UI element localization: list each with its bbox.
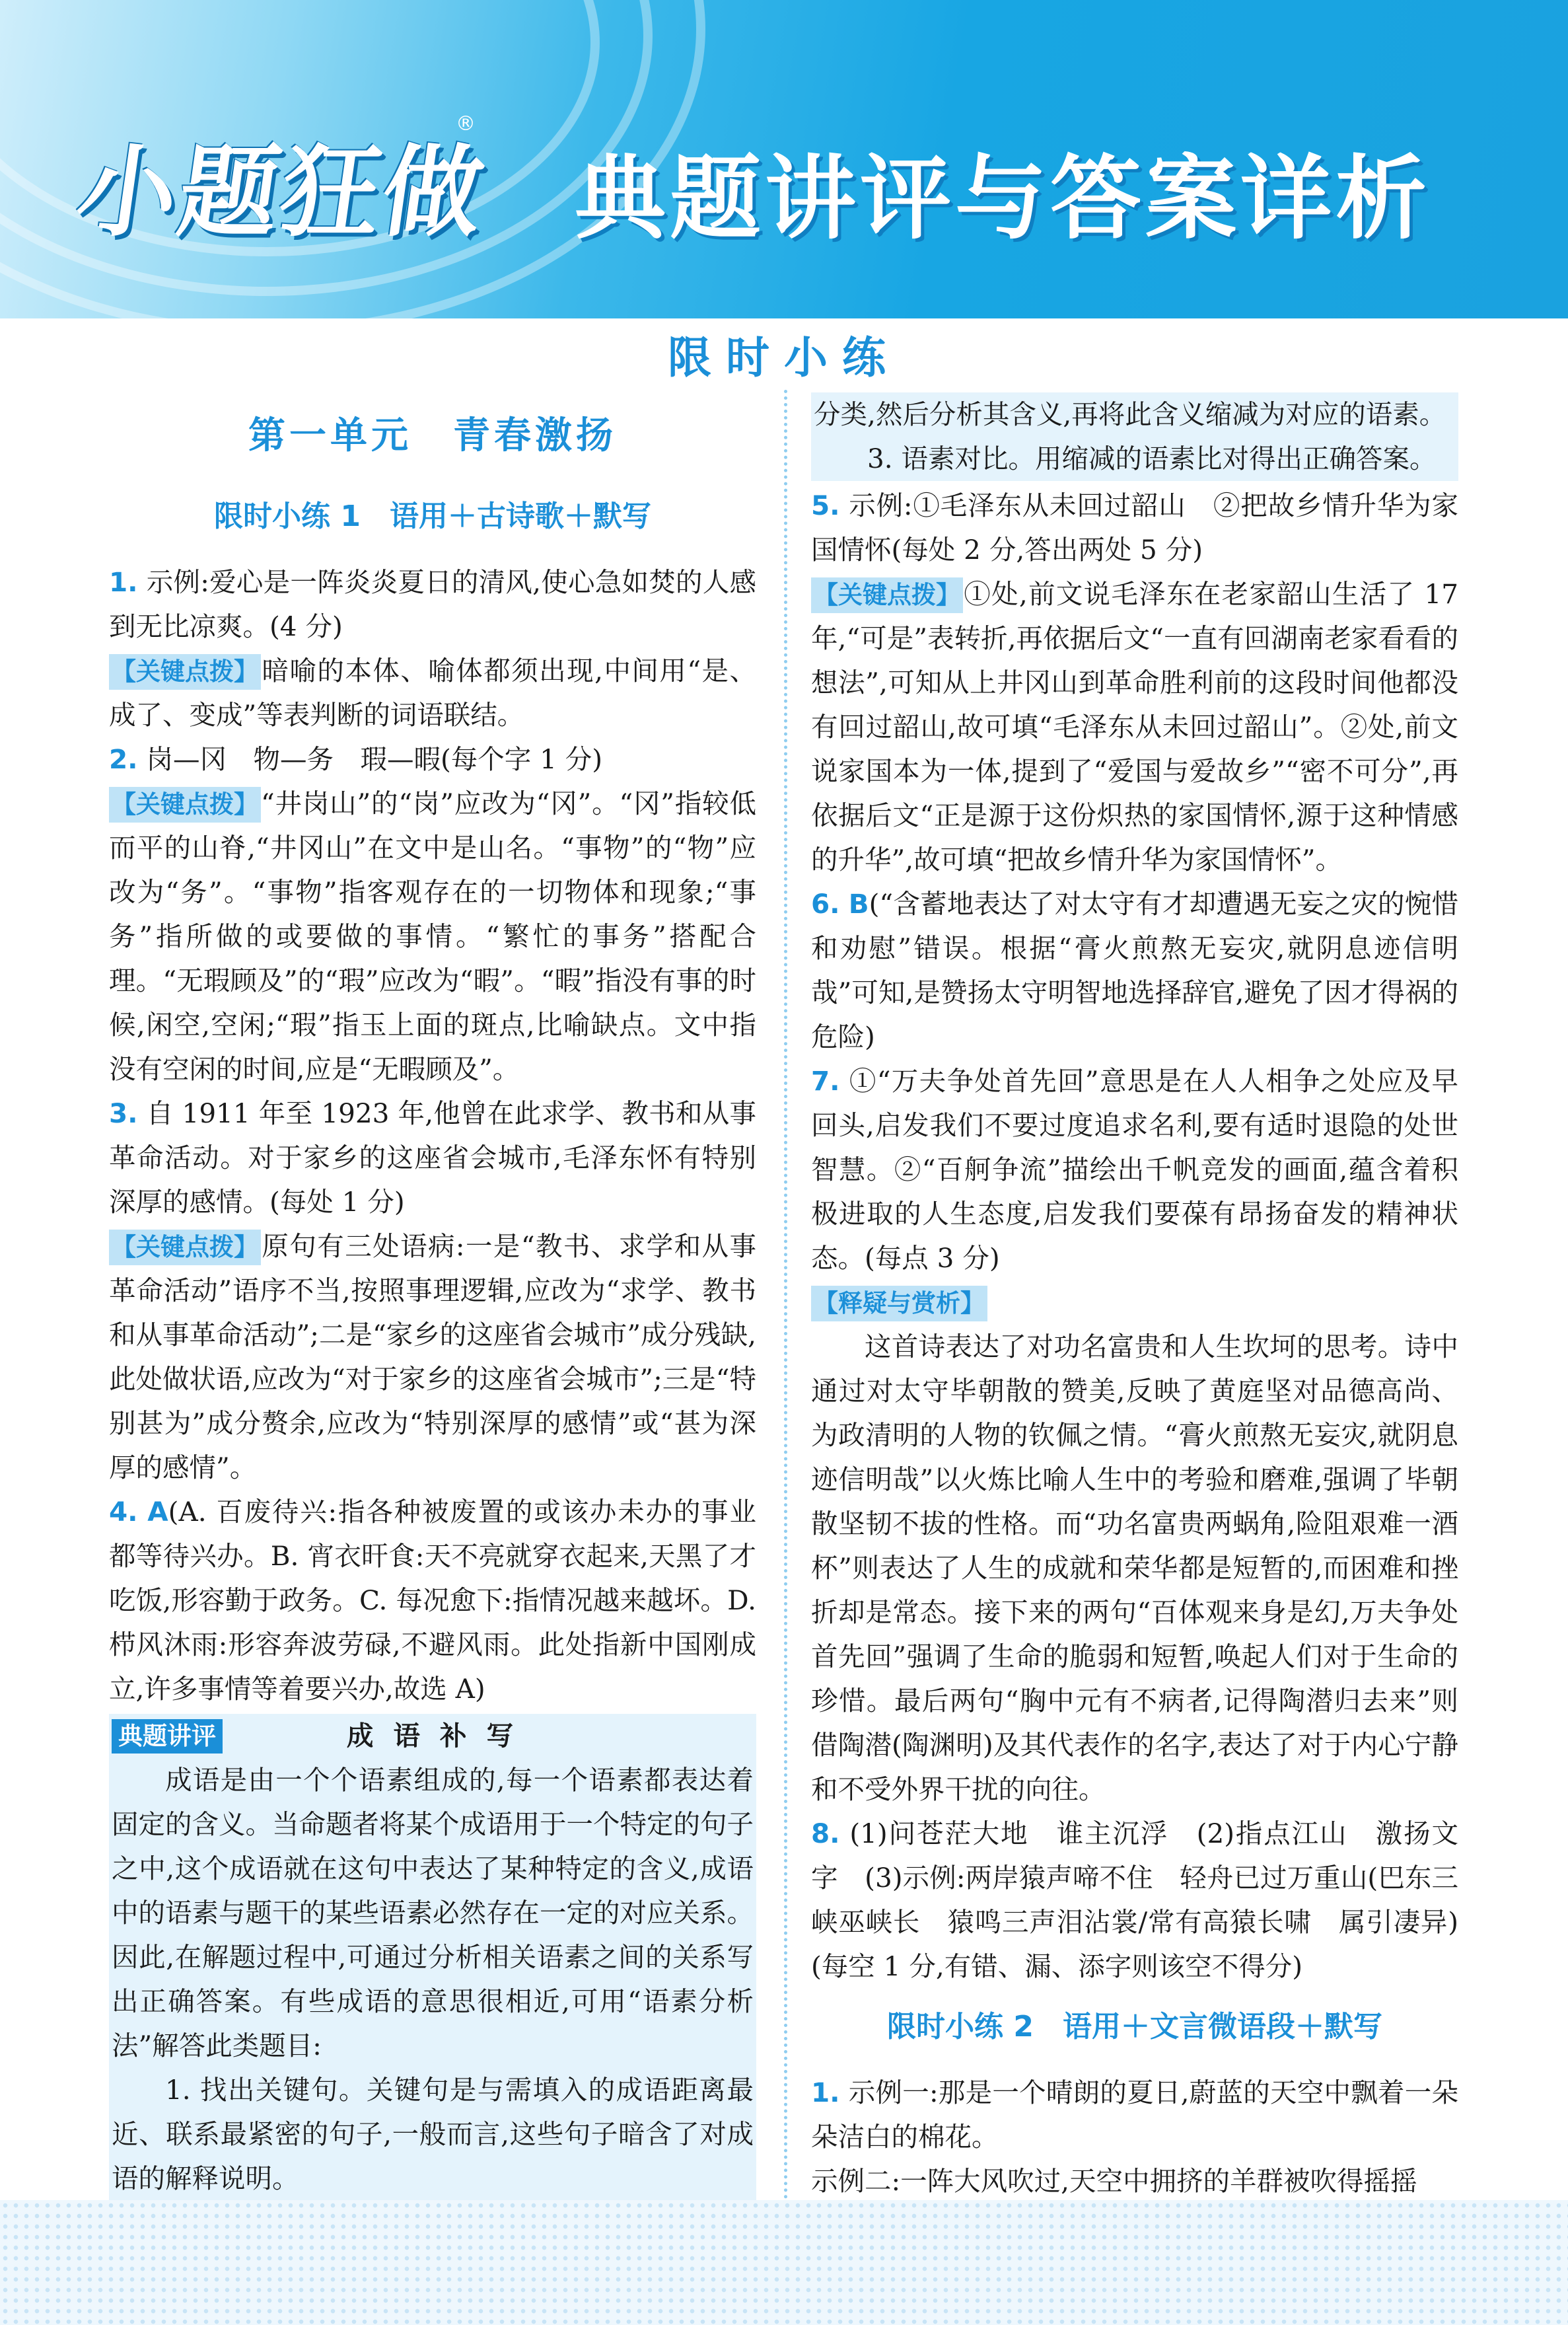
question-number: 3. (109, 1097, 138, 1129)
lecture-title: 成 语 补 写 (346, 1720, 519, 1752)
lecture-box (109, 1714, 756, 2245)
answer-7 (811, 1059, 1458, 1280)
answer-text: (1)问苍茫大地 谁主沉浮 (2)指点江山 激扬文字 (3)示例:两岸猿声啼不住 轻舟已过万重山(巴东三峡巫峡长 猿鸣三声泪沾裳/常有高猿长啸 属引凄异)(每空 1 分,有错、漏、添字则该空不得分) (811, 1818, 1458, 1982)
question-number: 4. (109, 1496, 138, 1528)
right-column (811, 390, 1458, 2203)
answer-6 (811, 882, 1458, 1059)
question-number: 2. (109, 743, 138, 775)
key-tip-tag: 【关键点拨】 (109, 654, 261, 690)
lecture-box-header (112, 1714, 754, 1758)
answer-text: (A. 百废待兴:指各种被废置的或该办未办的事业都等待兴办。B. 宵衣旰食:天不亮就穿衣起来,天黑了才吃饭,形容勤于政务。C. 每况愈下:指情况越来越坏。D. 栉风沐雨:形容奔波劳碌,不避风雨。此处指新中国刚成立,许多事情等着要兴办,故选 A) (109, 1496, 756, 1705)
appreciation-tag-line (811, 1280, 1458, 1325)
answer-8 (811, 1812, 1458, 1989)
answer-text: 示例:爱心是一阵炎炎夏日的清风,使心急如焚的人感到无比凉爽。(4 分) (109, 566, 756, 642)
appreciation-tag: 【释疑与赏析】 (811, 1286, 987, 1321)
unit-title: 第一单元 青春激扬 (248, 414, 617, 457)
question-number: 8. (811, 1818, 840, 1849)
answer-text: 示例一:那是一个晴朗的夏日,蔚蓝的天空中飘着一朵朵洁白的棉花。 (811, 2077, 1458, 2153)
key-tip-tag: 【关键点拨】 (811, 577, 963, 613)
left-column (109, 390, 756, 2248)
question-number: 5. (811, 490, 840, 521)
tip-text: ①处,前文说毛泽东在老家韶山生活了 17 年,“可是”表转折,再依据后文“一直有回湖南老家看看的想法”,可知从上井冈山到革命胜利前的这段时间他都没有回过韶山,故可填“毛泽东从未回过韶山”。②处,前文说家国本为一体,提到了“爱国与爱故乡”“密不可分”,再依据后文“正是源于这份炽热的家国情怀,源于这种情感的升华”,故可填“把故乡情升华为家国情怀”。 (811, 578, 1458, 875)
answer-4 (109, 1490, 756, 1711)
lecture-step-3: 3. 语素对比。用缩减的语素比对得出正确答案。 (867, 443, 1437, 474)
answer-text: 示例:①毛泽东从未回过韶山 ②把故乡情升华为家国情怀(每处 2 分,答出两处 5 分) (811, 490, 1458, 566)
question-number: 1. (109, 566, 138, 598)
answer-5 (811, 484, 1458, 572)
answer-1 (109, 560, 756, 649)
tip-text: 原句有三处语病:一是“教书、求学和从事革命活动”语序不当,按照事理逻辑,应改为“求学、教书和从事革命活动”;二是“家乡的这座省会城市”成分残缺,此处做状语,应改为“对于家乡的这座省会城市”;三是“特别甚为”成分赘余,应改为“特别深厚的感情”或“甚为深厚的感情”。 (109, 1230, 756, 1483)
lecture-step-1: 1. 找出关键句。关键句是与需填入的成语距离最近、联系最紧密的句子,一般而言,这些句子暗含了对成语的解释说明。 (112, 2074, 754, 2194)
tip-text: 暗喻的本体、喻体都须出现,中间用“是、成了、变成”等表判断的词语联结。 (109, 655, 756, 731)
answer-choice: A (147, 1496, 168, 1528)
tip-5 (811, 572, 1458, 882)
registered-mark: ® (456, 112, 476, 135)
lecture-tag: 典题讲评 (112, 1719, 223, 1753)
answer-text: 岗—冈 物—务 瑕—暇(每个字 1 分) (146, 743, 603, 775)
lesson2-answer-1-cont: 示例二:一阵大风吹过,天空中拥挤的羊群被吹得摇摇 (811, 2165, 1417, 2197)
answer-text: ①“万夫争处首先回”意思是在人人相争之处应及早回头,启发我们不要过度追求名利,要有适时退隐的处世智慧。②“百舸争流”描绘出千帆竞发的画面,蕴含着积极进取的人生态度,启发我们要葆有昂扬奋发的精神状态。(每点 3 分) (811, 1065, 1458, 1274)
key-tip-tag: 【关键点拨】 (109, 1230, 261, 1265)
column-divider (784, 390, 787, 2213)
lecture-box-continued (811, 392, 1458, 481)
answer-choice: B (848, 888, 869, 920)
lesson-title-2: 限时小练 2 语用＋文言微语段＋默写 (887, 2010, 1382, 2044)
question-number: 7. (811, 1065, 840, 1097)
answer-2 (109, 737, 756, 782)
answer-text: (“含蓄地表达了对太守有才却遭遇无妄之灾的惋惜和劝慰”错误。根据“膏火煎熬无妄灾,就阴息迹信明哉”可知,是赞扬太守明智地选择辞官,避免了因才得祸的危险) (811, 888, 1458, 1052)
question-number: 1. (811, 2077, 840, 2108)
banner-title: 典题讲评与答案详析 (575, 145, 1431, 252)
question-number: 6. (811, 888, 840, 920)
tip-1 (109, 649, 756, 737)
key-tip-tag: 【关键点拨】 (109, 787, 261, 823)
tip-text: “井岗山”的“岗”应改为“冈”。“冈”指较低而平的山脊,“井冈山”在文中是山名。“事物”的“物”应改为“务”。“事物”指客观存在的一切物体和现象;“事务”指所做的或要做的事情。“繁忙的事务”搭配合理。“无瑕顾及”的“瑕”应改为“暇”。“暇”指没有事的时候,闲空,空闲;“瑕”指玉上面的斑点,比喻缺点。文中指没有空闲的时间,应是“无暇顾及”。 (109, 788, 756, 1085)
brand-logo: 小题狂做 (69, 135, 493, 250)
lesson-title-1: 限时小练 1 语用＋古诗歌＋默写 (214, 499, 651, 533)
answer-text: 自 1911 年至 1923 年,他曾在此求学、教书和从事革命活动。对于家乡的这座省会城市,毛泽东怀有特别深厚的感情。(每处 1 分) (109, 1097, 757, 1218)
tip-2 (109, 782, 756, 1091)
bottom-dot-pattern (0, 2200, 1568, 2325)
tip-3 (109, 1224, 756, 1490)
lecture-step-2-cont: 分类,然后分析其含义,再将此含义缩减为对应的语素。 (814, 398, 1446, 430)
appreciation-text: 这首诗表达了对功名富贵和人生坎坷的思考。诗中通过对太守毕朝散的赞美,反映了黄庭坚对品德高尚、为政清明的人物的钦佩之情。“膏火煎熬无妄灾,就阴息迹信明哉”以火炼比喻人生中的考验和磨难,强调了毕朝散坚韧不拔的性格。而“功名富贵两蜗角,险阻艰难一酒杯”则表达了人生的成就和荣华都是短暂的,而困难和挫折却是常态。接下来的两句“百体观来身是幻,万夫争处首先回”强调了生命的脆弱和短暂,唤起人们对于生命的珍惜。最后两句“胸中元有不病者,记得陶潜归去来”则借陶潜(陶渊明)及其代表作的名字,表达了对于内心宁静和不受外界干扰的向往。 (811, 1331, 1458, 1805)
section-title: 限时小练 (668, 332, 900, 383)
answer-3 (109, 1091, 756, 1224)
lesson2-answer-1 (811, 2071, 1458, 2159)
lecture-intro: 成语是由一个个语素组成的,每一个语素都表达着固定的含义。当命题者将某个成语用于一个特定的句子之中,这个成语就在这句中表达了某种特定的含义,成语中的语素与题干的某些语素必然存在一定的对应关系。因此,在解题过程中,可通过分析相关语素之间的关系写出正确答案。有些成语的意思很相近,可用“语素分析法”解答此类题目: (112, 1764, 754, 2061)
header-banner (0, 0, 1568, 318)
